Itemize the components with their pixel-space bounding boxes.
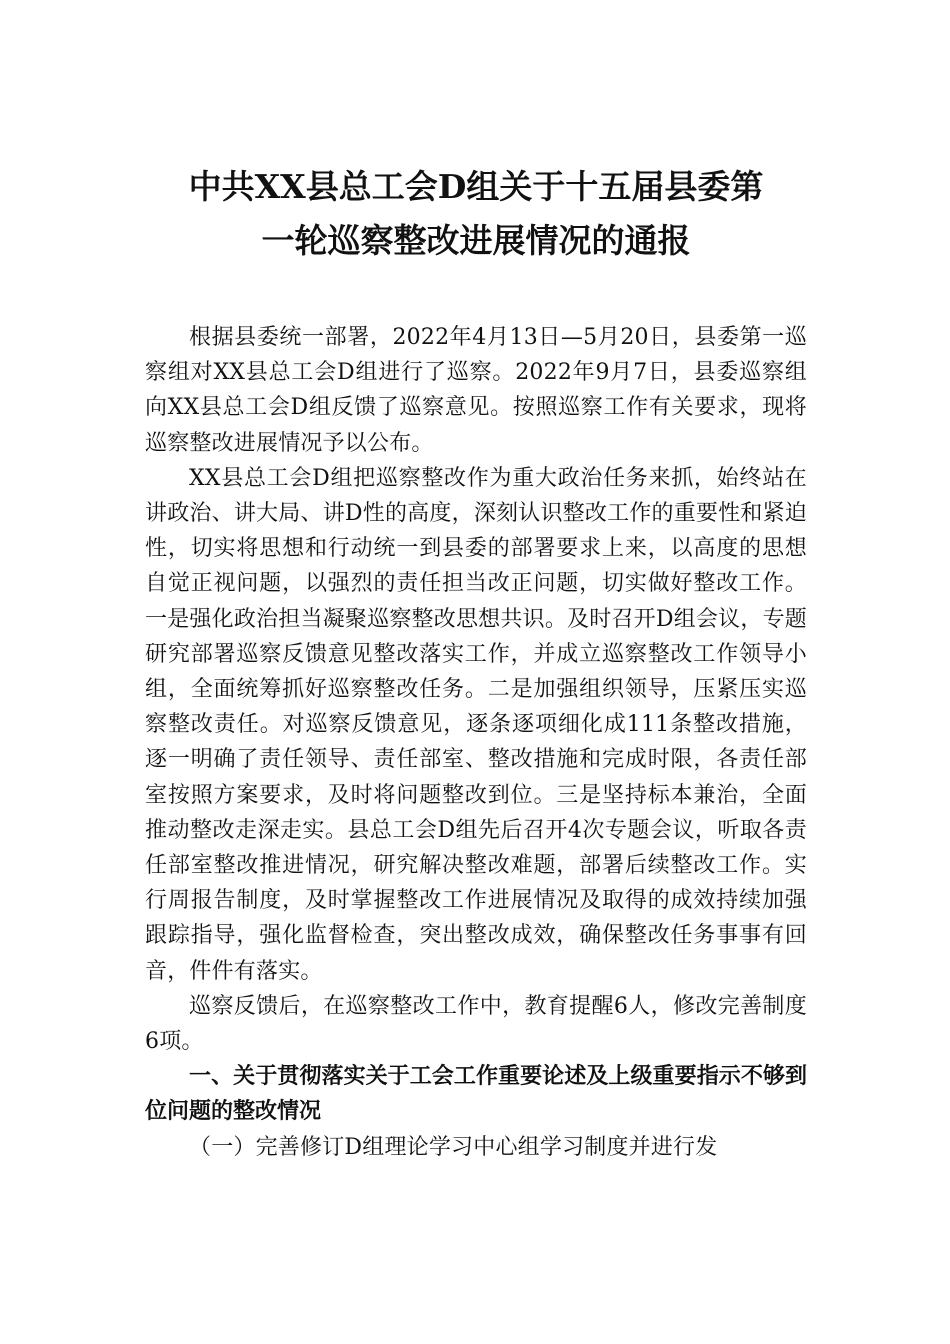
title-spacer [145, 268, 807, 320]
document-title-line-2: 一轮巡察整改进展情况的通报 [261, 221, 691, 260]
document-title-line-1: 中共XX县总工会D组关于十五届县委第 [188, 167, 764, 206]
paragraph-subsection-1: （一）完善修订D组理论学习中心组学习制度并进行发 [189, 1134, 718, 1160]
paragraph-measures: XX县总工会D组把巡察整改作为重大政治任务来抓，始终站在讲政治、讲大局、讲D性的高度，深刻认识整改工作的重要性和紧迫性，切实将思想和行动统一到县委的部署要求上来，以高度的思想自觉正视问题，以强烈的责任担当改正问题，切实做好整改工作。一是强化政治担当凝聚巡察整改思想共识。及时召开D组会议，专题研究部署巡察反馈意见整改落实工作，并成立巡察整改工作领导小组，全面统筹抓好巡察整改任务。二是加强组织领导，压紧压实巡察整改责任。对巡察反馈意见，逐条逐项细化成111条整改措施，逐一明确了责任领导、责任部室、整改措施和完成时限，各责任部室按照方案要求，及时将问题整改到位。三是坚持标本兼治，全面推动整改走深走实。县总工会D组先后召开4次专题会议，听取各责任部室整改推进情况，研究解决整改难题，部署后续整改工作。实行周报告制度，及时掌握整改工作进展情况及取得的成效持续加强跟踪指导，强化监督检查，突出整改成效，确保整改任务事事有回音，件件有落实。 [145, 465, 807, 984]
paragraph-results: 巡察反馈后，在巡察整改工作中，教育提醒6人，修改完善制度6项。 [145, 993, 807, 1055]
paragraph-intro: 根据县委统一部署，2022年4月13日—5月20日，县委第一巡察组对XX县总工会D组进行了巡察。2022年9月7日，县委巡察组向XX县总工会D组反馈了巡察意见。按照巡察工作有关要求，现将巡察整改进展情况予以公布。 [145, 325, 807, 456]
document-page [145, 160, 807, 1165]
section-heading-1: 一、关于贯彻落实关于工会工作重要论述及上级重要指示不够到位问题的整改情况 [145, 1064, 807, 1125]
document-title [145, 160, 807, 268]
